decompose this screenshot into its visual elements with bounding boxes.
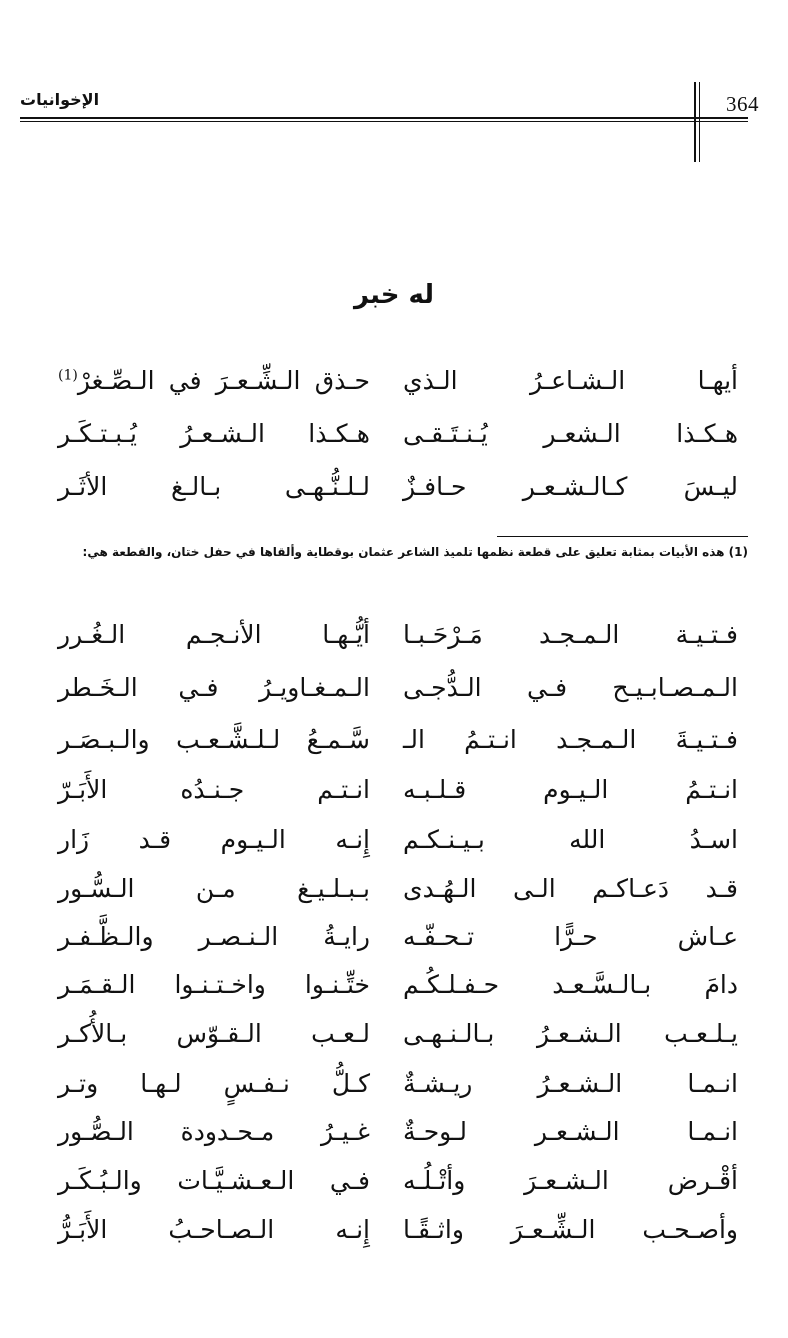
piece-verse — [0, 673, 788, 723]
running-title: الإخوانيات — [20, 90, 100, 109]
verse-second-hemistich: غـيـرُ مـحـدودة الـصُّـور — [58, 1117, 370, 1146]
header-divider-outer — [694, 82, 696, 162]
piece-verse — [0, 970, 788, 1020]
verse-second-hemistich: كـلُّ نـفـسٍ لـهـا وتـر — [58, 1069, 370, 1098]
verse-second-hemistich — [58, 366, 370, 395]
verse-second-hemistich: إِنـه الـيـوم قـد زَار — [58, 825, 370, 854]
poem-verse — [0, 472, 788, 522]
page-number: 364 — [726, 92, 759, 116]
piece-verse — [0, 1117, 788, 1167]
footnote-rule — [497, 536, 748, 537]
poem-verse — [0, 419, 788, 469]
verse-second-hemistich: بـبـلـيـغ مـن الـسُّـور — [58, 874, 370, 903]
verse-first-hemistich: انـتـمُ الـيـوم قـلـبـه — [403, 775, 738, 804]
verse-first-hemistich: أقْـرض الـشـعـرَ وأتْـلُـه — [403, 1166, 738, 1195]
header-rule-top — [20, 117, 748, 119]
verse-second-hemistich: انـتـم جـنـدُه الأَبَـرّ — [58, 775, 370, 804]
verse-second-hemistich: هـكـذا الـشـعـرُ يُـبـتـكَـر — [58, 419, 370, 448]
verse-first-hemistich: أيهـا الـشـاعـرُ الـذي — [403, 366, 738, 395]
footnote-text: (1) هذه الأبيات بمثابة تعليق على قطعة نظمها تلميذ الشاعر عثمان بوقطاية وألقاها في حفل ختان، والقطعة هي: — [82, 545, 748, 559]
verse-first-hemistich: يـلـعـب الـشـعـرُ بـالـنـهـى — [403, 1019, 738, 1048]
verse-first-hemistich: ليـسَ كـالـشـعـر حـافـزٌ — [403, 472, 738, 501]
running-header — [20, 84, 759, 116]
verse-first-hemistich: هـكـذا الـشعـر يُـنـتَـقـى — [403, 419, 738, 448]
piece-verse — [0, 874, 788, 924]
poem-title: له خبر — [353, 280, 435, 310]
verse-first-hemistich: انـمـا الـشـعـر لـوحـةٌ — [403, 1117, 738, 1146]
header-rule-bottom — [20, 121, 748, 122]
verse-first-hemistich: عـاش حـرًّا تـحـفّـه — [403, 922, 738, 951]
verse-second-hemistich: لـلـنُّـهـى بـالـغ الأثَـر — [58, 472, 370, 501]
verse-first-hemistich: اسـدُ الله بـيـنـكـم — [403, 825, 738, 854]
verse-first-hemistich: انـمـا الـشـعـرُ ريـشـةٌ — [403, 1069, 738, 1098]
footnote-reference: (1) — [58, 367, 78, 384]
piece-verse — [0, 725, 788, 775]
verse-second-hemistich-text: حـذق الـشِّـعـرَ في الـصِّـغرْ — [77, 366, 370, 395]
piece-verse — [0, 922, 788, 972]
piece-verse — [0, 1215, 788, 1265]
verse-first-hemistich: دامَ بـالـسَّـعـد حـفـلـكُـم — [403, 970, 738, 999]
piece-verse — [0, 620, 788, 670]
verse-second-hemistich: سَّـمـعُ لـلـشَّـعـب والـبـصَـر — [58, 725, 370, 754]
piece-verse — [0, 1166, 788, 1216]
piece-verse — [0, 775, 788, 825]
verse-first-hemistich: وأصـحـب الـشِّـعـرَ واثـقًـا — [403, 1215, 738, 1244]
piece-verse — [0, 825, 788, 875]
verse-second-hemistich: الـمـغـاويـرُ فـي الـخَـطر — [58, 673, 370, 702]
verse-first-hemistich: قـد دَعـاكـم الـى الـهُـدى — [403, 874, 738, 903]
poem-verse — [0, 366, 788, 416]
header-divider-inner — [699, 82, 700, 162]
verse-first-hemistich: فـتـيـة الـمـجـد مَـرْحَـبـا — [403, 620, 738, 649]
verse-second-hemistich: رايـةُ الـنـصـر والـظَّـفـر — [58, 922, 370, 951]
verse-second-hemistich: أيُّـهـا الأنـجـم الـغُـرر — [58, 620, 370, 649]
verse-first-hemistich: الـمـصـابـيـح فـي الـدُّجـى — [403, 673, 738, 702]
verse-second-hemistich: لـعـب الـقـوّس بـالأُكـر — [58, 1019, 370, 1048]
piece-verse — [0, 1019, 788, 1069]
verse-first-hemistich: فـتـيـةَ الـمـجـد انـتـمُ الـ — [403, 725, 738, 754]
verse-second-hemistich: فـي الـعـشـيَّـات والـبُـكَـر — [58, 1166, 370, 1195]
piece-verse — [0, 1069, 788, 1119]
verse-second-hemistich: ختِّـنـوا واخـتـنـوا الـقـمَـر — [58, 970, 370, 999]
verse-second-hemistich: إِنـه الـصـاحـبُ الأَبَـرُّ — [58, 1215, 370, 1244]
